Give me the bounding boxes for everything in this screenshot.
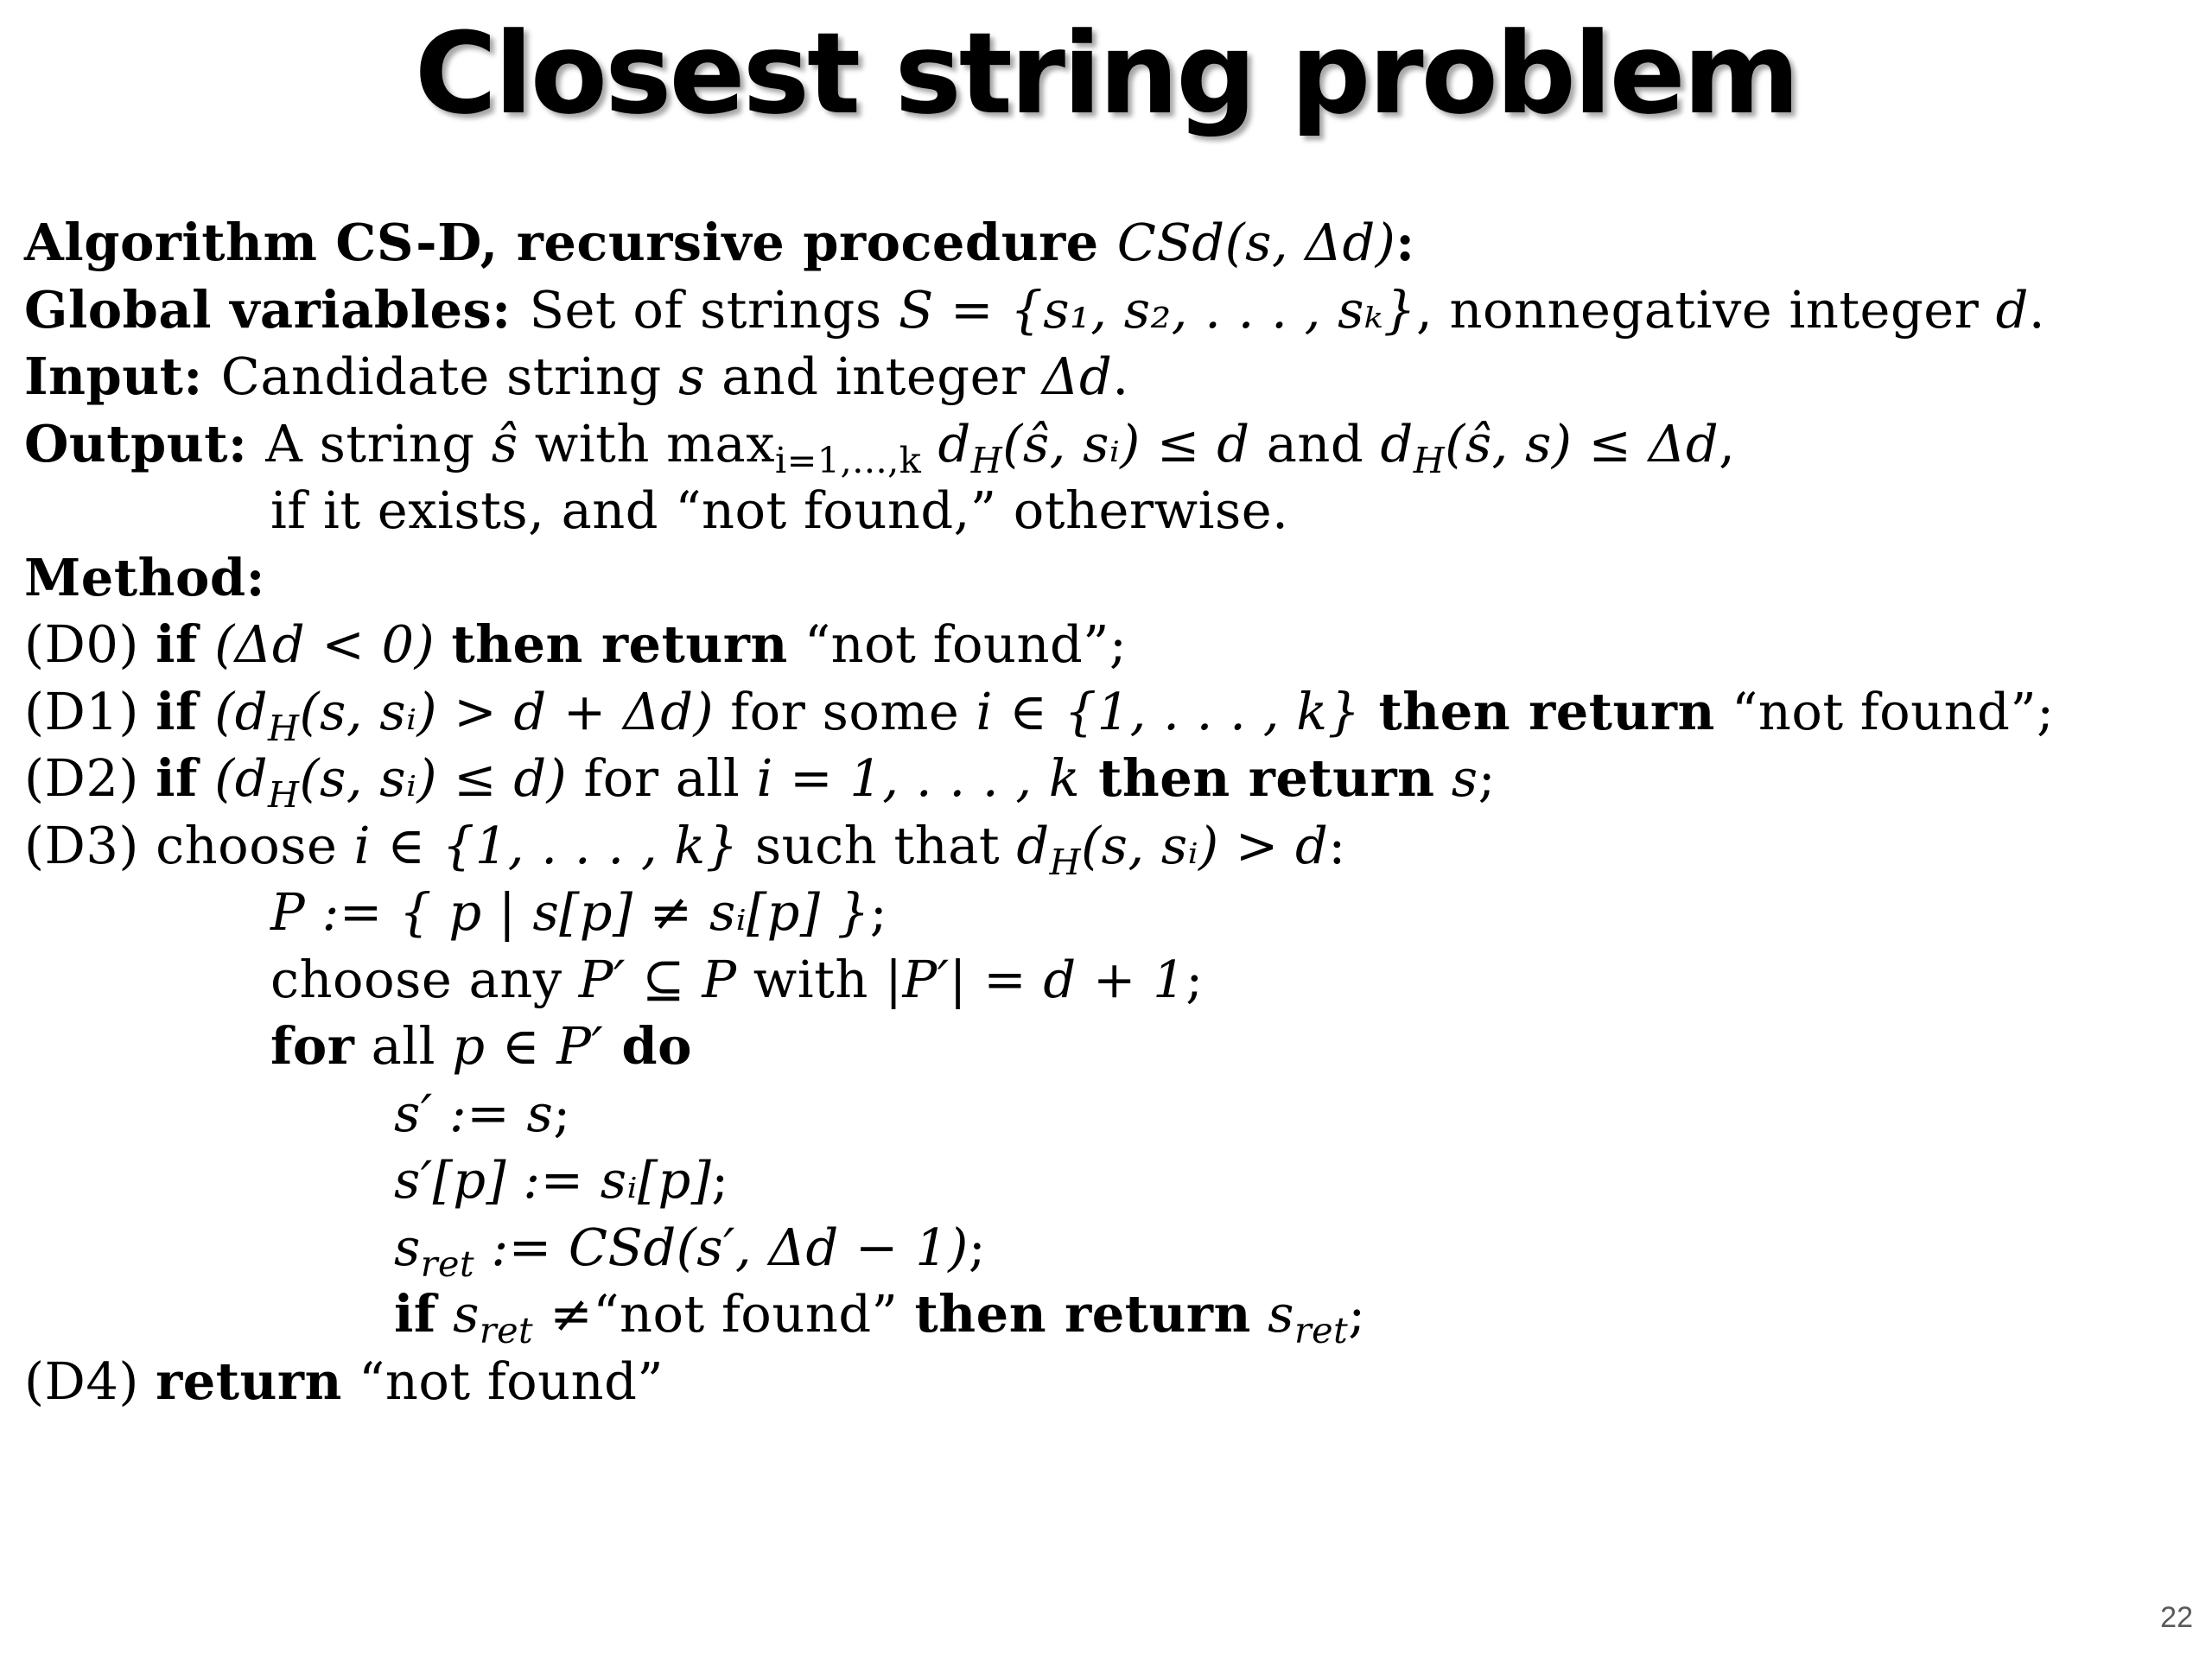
plain-text: (D2): [24, 748, 156, 808]
math-text: s: [1268, 1284, 1294, 1344]
math-text: d: [1380, 413, 1414, 474]
math-text: d: [1016, 815, 1050, 875]
subscript-text: ret: [420, 1243, 475, 1285]
keyword-text: return: [156, 1351, 342, 1411]
plain-text: Set of strings: [529, 279, 899, 340]
keyword-text: Global variables:: [24, 279, 530, 340]
plain-text: for all: [567, 748, 757, 808]
math-text: (s, sᵢ) > d: [1081, 815, 1329, 875]
subscript-text: H: [1049, 841, 1082, 883]
math-text: s: [678, 346, 705, 406]
keyword-text: if: [156, 681, 198, 741]
keyword-text: then return: [1360, 681, 1715, 741]
algorithm-line: [24, 1214, 2184, 1285]
plain-text: “not found”;: [787, 614, 1128, 674]
keyword-text: then return: [1080, 748, 1435, 808]
keyword-text: Method:: [24, 547, 265, 607]
math-text: p ∈ P′: [452, 1016, 604, 1076]
math-text: (ŝ, s) ≤ Δd: [1445, 413, 1719, 474]
keyword-text: if: [156, 614, 198, 674]
subscript-text: H: [1413, 439, 1446, 481]
page-number: 22: [2160, 1601, 2193, 1634]
algorithm-line: [24, 343, 2184, 410]
subscript-text: ret: [479, 1309, 534, 1351]
plain-text: “not found”;: [1714, 681, 2055, 741]
math-text: Δd: [1041, 346, 1113, 406]
algorithm-line: [24, 611, 2184, 678]
plain-text: ;: [711, 1150, 729, 1210]
math-text: s′[p] := sᵢ[p]: [394, 1150, 712, 1210]
algorithm-line: [24, 209, 2184, 276]
algorithm-line: [24, 1147, 2184, 1214]
subscript-text: H: [267, 707, 300, 749]
keyword-text: do: [603, 1016, 692, 1076]
math-text: s: [394, 1217, 421, 1277]
subscript-text: H: [970, 439, 1003, 481]
math-text: ≠: [533, 1284, 594, 1344]
math-text: P′ ⊆ P: [578, 949, 737, 1009]
math-text: CSd(s, Δd): [1116, 213, 1396, 272]
algorithm-block: [24, 209, 2184, 1414]
algorithm-line: [24, 1281, 2184, 1351]
plain-text: ;: [968, 1217, 987, 1277]
subscript-text: ret: [1294, 1309, 1349, 1351]
math-text: i = 1, . . . , k: [756, 748, 1081, 808]
plain-text: “not found”: [593, 1284, 915, 1344]
plain-text: Candidate string: [220, 346, 679, 406]
subscript-text: H: [267, 773, 300, 816]
plain-text: and integer: [704, 346, 1042, 406]
algorithm-line: [24, 544, 2184, 612]
math-text: (s, sᵢ) > d + Δd): [299, 681, 715, 741]
keyword-text: for: [270, 1016, 355, 1076]
plain-text: choose any: [270, 949, 579, 1009]
algorithm-line: [24, 477, 2184, 544]
algorithm-line: [24, 1080, 2184, 1147]
math-text: (d: [197, 681, 268, 741]
math-text: := CSd(s′, Δd − 1): [474, 1217, 969, 1277]
plain-text: ;: [869, 882, 888, 942]
plain-text: , nonnegative integer: [1416, 279, 1996, 340]
plain-text: (D0): [24, 614, 156, 674]
keyword-text: Algorithm CS-D, recursive procedure: [24, 213, 1117, 272]
plain-text: [1251, 1284, 1268, 1344]
plain-text: A string: [265, 413, 492, 474]
math-text: P := { p | s[p] ≠ sᵢ[p] }: [270, 882, 870, 942]
plain-text: if it exists, and “not found,” otherwise.: [270, 480, 1289, 540]
algorithm-line: [24, 678, 2184, 749]
plain-text: all: [354, 1016, 453, 1076]
plain-text: “not found”: [341, 1351, 664, 1411]
plain-text: ;: [553, 1083, 571, 1143]
plain-text: with max: [518, 413, 775, 474]
slide-title: Closest string problem: [414, 8, 1798, 139]
math-text: |P′| = d + 1: [885, 949, 1186, 1009]
keyword-text: if: [156, 748, 198, 808]
plain-text: .: [1112, 346, 1129, 406]
algorithm-line: [24, 879, 2184, 946]
math-text: (d: [197, 748, 268, 808]
plain-text: (D4): [24, 1351, 156, 1411]
plain-text: .: [2028, 279, 2046, 340]
plain-text: such that: [738, 815, 1017, 875]
plain-text: :: [1328, 815, 1346, 875]
plain-text: with: [736, 949, 886, 1009]
math-text: s′ := s: [394, 1083, 554, 1143]
plain-text: and: [1249, 413, 1381, 474]
plain-text: ;: [1348, 1284, 1366, 1344]
plain-text: [1435, 748, 1452, 808]
plain-text: (D3) choose: [24, 815, 354, 875]
plain-text: (D1): [24, 681, 156, 741]
math-text: (Δd < 0): [197, 614, 452, 674]
algorithm-line: [24, 812, 2184, 883]
math-text: i ∈ {1, . . . , k}: [353, 815, 739, 875]
math-text: s: [1451, 748, 1478, 808]
math-text: S = {s₁, s₂, . . . , sₖ}: [898, 279, 1417, 340]
algorithm-line: [24, 745, 2184, 816]
keyword-text: then return: [914, 1284, 1251, 1344]
plain-text: ;: [1185, 949, 1204, 1009]
keyword-text: Input:: [24, 346, 221, 406]
math-text: s: [453, 1284, 480, 1344]
algorithm-line: [24, 276, 2184, 344]
math-text: (ŝ, sᵢ) ≤ d: [1002, 413, 1250, 474]
math-text: i ∈ {1, . . . , k}: [976, 681, 1361, 741]
keyword-text: Output:: [24, 413, 266, 474]
math-text: (s, sᵢ) ≤ d): [299, 748, 568, 808]
keyword-text: if: [394, 1284, 436, 1344]
math-text: d: [921, 413, 971, 474]
subscript-text: i=1,...,k: [775, 439, 922, 481]
plain-text: for some: [714, 681, 976, 741]
plain-text: ;: [1478, 748, 1496, 808]
math-text: d: [1995, 279, 2029, 340]
algorithm-line: [24, 1348, 2184, 1415]
algorithm-line: [24, 1013, 2184, 1080]
plain-text: ,: [1719, 413, 1736, 474]
keyword-text: :: [1395, 213, 1415, 272]
algorithm-line: [24, 946, 2184, 1014]
plain-text: [436, 1284, 453, 1344]
algorithm-line: [24, 410, 2184, 481]
keyword-text: then return: [451, 614, 788, 674]
math-text: ŝ: [491, 413, 518, 474]
